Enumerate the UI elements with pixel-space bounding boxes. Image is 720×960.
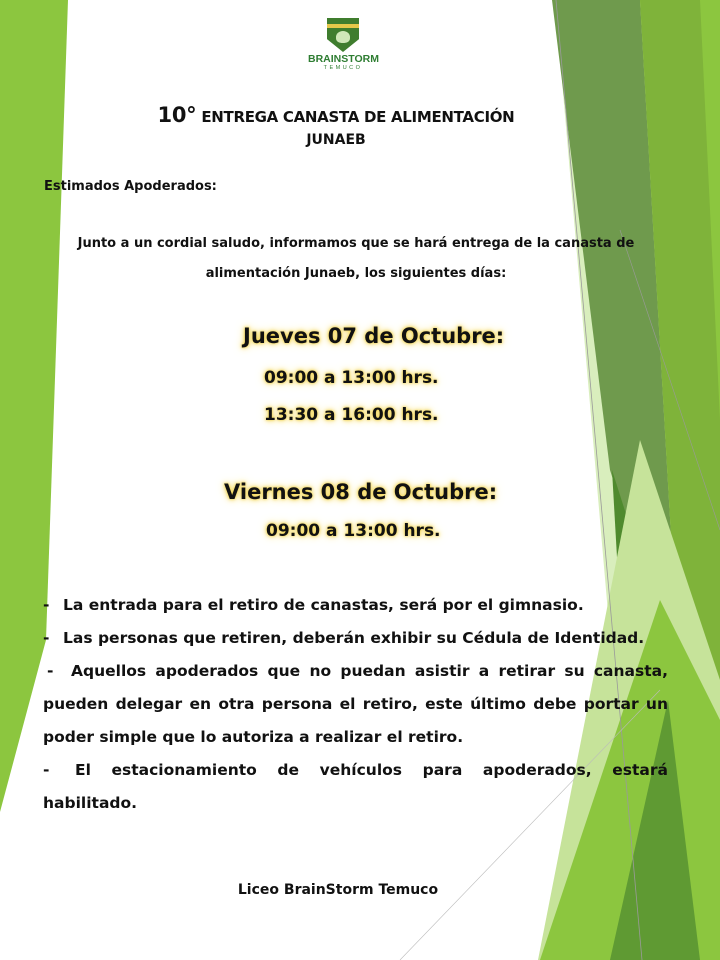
title-number: 10°	[157, 103, 197, 127]
schedule-day-1-time-1: 09:00 a 13:00 hrs.	[264, 368, 439, 388]
note-item: - La entrada para el retiro de canastas, será por el gimnasio.	[43, 596, 584, 614]
note-item: - Las personas que retiren, deberán exhibir su Cédula de Identidad.	[43, 629, 645, 647]
logo-subtitle: TEMUCO	[323, 65, 363, 71]
schedule-day-1-time-2: 13:30 a 16:00 hrs.	[264, 405, 439, 425]
schedule-day-1: Jueves 07 de Octubre:	[243, 324, 505, 348]
page-title-line2: JUNAEB	[306, 132, 366, 148]
title-text: ENTREGA CANASTA DE ALIMENTACIÓN	[201, 108, 515, 126]
footer-signature: Liceo BrainStorm Temuco	[237, 882, 439, 898]
schedule-day-2-time-1: 09:00 a 13:00 hrs.	[266, 521, 441, 541]
shield-icon	[327, 18, 359, 52]
logo-name: BRAINSTORM	[308, 53, 379, 65]
note-item: - Aquellos apoderados que no puedan asistir a retirar su canasta, pueden delegar en otra persona el retiro, este último debe portar un poder simple que lo autoriza a realizar el retiro.	[43, 662, 668, 746]
greeting: Estimados Apoderados:	[44, 179, 217, 194]
notes-list	[43, 589, 668, 820]
intro-paragraph: Junto a un cordial saludo, informamos que se hará entrega de la canasta de alimentación Junaeb, los siguientes días:	[77, 236, 635, 281]
note-item: - El estacionamiento de vehículos para apoderados, estará habilitado.	[43, 761, 668, 812]
school-logo	[308, 18, 378, 71]
schedule-day-2: Viernes 08 de Octubre:	[224, 480, 498, 504]
page-title	[0, 103, 672, 127]
